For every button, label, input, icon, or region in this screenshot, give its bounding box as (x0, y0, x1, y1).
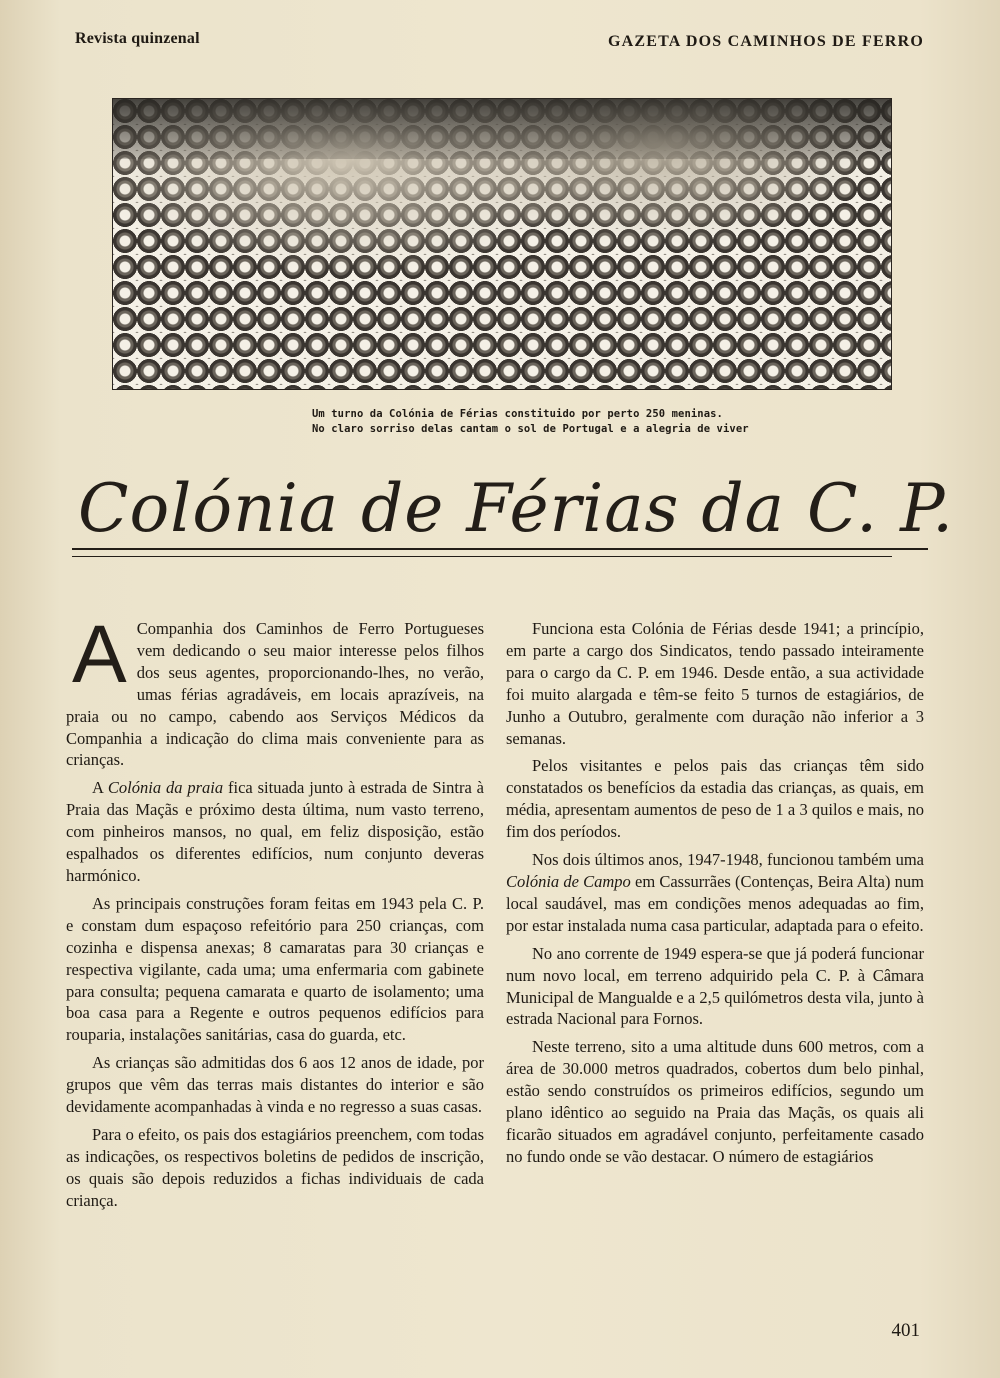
paragraph-text: em Cassurrães (Contenças, Beira Alta) num local saudável, mas em condições menos adequadas ao fim, por estar instalada numa casa particular, adaptada para o efeito. (506, 871, 925, 935)
paragraph-text: A (92, 778, 108, 798)
paragraph: No ano corrente de 1949 espera-se que já poderá funcionar num novo local, em terreno adquirido pela C. P. à Câmara Municipal de Mangualde e a 2,5 quilómetros desta vila, junto à estrada Nacional para Fornos. (506, 943, 924, 1029)
group-photo (112, 98, 892, 390)
emphasis-text: Colónia da praia (107, 778, 224, 798)
paragraph-text: Companhia dos Caminhos de Ferro Portugueses vem dedicando o seu maior interesse pelos filhos dos seus agentes, proporcionando-lhes, no verão, umas férias agradáveis, em locais aprazíveis, na praia ou no campo, cabendo aos Serviços Médicos da Companhia a indicação do clima mais conveniente para as crianças. (66, 619, 484, 770)
page-number: 401 (891, 1320, 920, 1341)
paragraph (66, 777, 484, 887)
paragraph: Para o efeito, os pais dos estagiários preenchem, com todas as indicações, os respectivos boletins de pedidos de inscrição, os quais são depois reduzidos a fichas individuais de cada criança. (66, 1124, 484, 1210)
title-underline-thin (72, 556, 892, 557)
paragraph: Neste terreno, sito a uma altitude duns 600 metros, com a área de 30.000 metros quadrados, cobertos dum belo pinhal, estão sendo construídos os primeiros edifícios, segundo um plano idêntico ao seguido na Praia das Maçãs, os quais ali ficarão situados em agradável conjunto, perfeitamente casado no fundo onde se vão destacar. O número de estagiários (506, 1037, 924, 1166)
paragraph (506, 849, 924, 937)
paragraph: As crianças são admitidas dos 6 aos 12 anos de idade, por grupos que vêm das terras mais distantes do interior e são devidamente acompanhadas à vinda e no regresso a suas casas. (66, 1053, 484, 1117)
paragraph: As principais construções foram feitas em 1943 pela C. P. e constam dum espaçoso refeitório para 250 crianças, com cozinha e dispensa anexas; 8 camaratas para 30 crianças e respectiva vigilante, cada uma; uma enfermaria com gabinete para consulta; pequena camarata e quarto de isolamento; uma boa casa para a Regente e outros pequenos edifícios para rouparia, instalações sanitárias, casa do guarda, etc. (66, 893, 484, 1045)
header-publication-frequency: Revista quinzenal (75, 30, 200, 47)
article-title: Colónia de Férias da C. P. (78, 470, 955, 547)
paragraph-text: Nos dois últimos anos, 1947-1948, funcionou também uma (532, 850, 924, 870)
paragraph: Funciona esta Colónia de Férias desde 1941; a princípio, em parte a cargo dos Sindicatos, tendo passado inteiramente para o cargo da C. P. em 1946. Desde então, a sua actividade foi muito alargada e têm-se feito 5 turnos de estagiários, de Junho a Outubro, geralmente com duração não inferior a 3 semanas. (506, 619, 924, 748)
photo-caption (312, 407, 749, 437)
caption-line-1: Um turno da Colónia de Férias constituido por perto 250 meninas. (312, 408, 723, 420)
paragraph: Pelos visitantes e pelos pais das crianças têm sido constatados os benefícios da estadia das crianças, as quais, em média, apresentam aumentos de peso de 1 a 3 quilos e mais, no fim dos períodos. (506, 756, 924, 842)
left-column (66, 609, 484, 1218)
caption-line-2: No claro sorriso delas cantam o sol de Portugal e a alegria de viver (312, 423, 749, 435)
right-column (506, 618, 924, 1174)
header-magazine-title: GAZETA DOS CAMINHOS DE FERRO (607, 33, 924, 50)
drop-cap: A (72, 609, 127, 700)
emphasis-text: Colónia de Campo (506, 871, 631, 891)
paragraph (66, 609, 484, 771)
title-underline (72, 548, 928, 550)
paragraph-text: fica situada junto à estrada de Sintra à Praia das Maçãs e próximo desta última, num vasto terreno, com pinheiros mansos, no qual, em feliz disposição, estão espalhados os diferentes edifícios, num conjunto deveras harmónico. (66, 778, 484, 885)
